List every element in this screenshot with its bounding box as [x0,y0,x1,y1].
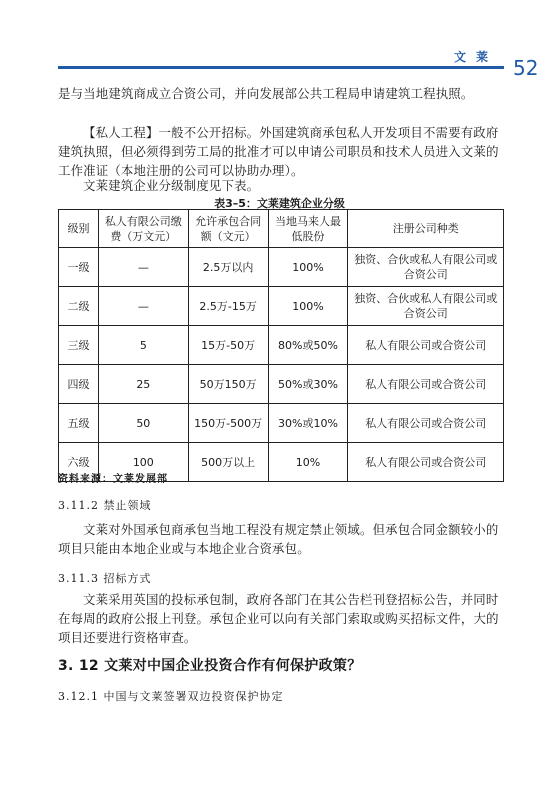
grade-table [58,209,504,482]
header-contract-amount: 允许承包合同额（文元） [188,210,268,248]
table-cell: 50%或30% [268,365,348,404]
table-row [59,404,504,443]
table-header-row [59,210,504,248]
subsection-heading-bit: 3.12.1 中国与文莱签署双边投资保护协定 [58,690,284,703]
header-grade: 级别 [59,210,99,248]
header-fee: 私人有限公司缴费（万文元） [98,210,188,248]
table-cell: 80%或50% [268,326,348,365]
table-row [59,326,504,365]
table-cell: 一级 [59,248,99,287]
table-cell: 50万150万 [188,365,268,404]
table-cell: — [98,287,188,326]
table-cell: 2.5万-15万 [188,287,268,326]
paragraph-private-projects: 【私人工程】一般不公开招标。外国建筑商承包私人开发项目不需要有政府建筑执照，但必须得到劳工局的批准才可以申请公司职员和技术人员进入文莱的工作准证（本地注册的公司可以协助办理）。 [58,125,499,178]
table-cell: 100% [268,248,348,287]
table-cell: 独资、合伙或私人有限公司或合资公司 [348,248,504,287]
table-row [59,287,504,326]
page-number: 52 [513,56,539,80]
table-cell: 私人有限公司或合资公司 [348,443,504,482]
paragraph-prohibited-fields: 文莱对外国承包商承包当地工程没有规定禁止领域。但承包合同金额较小的项目只能由本地企业或与本地企业合资承包。 [58,522,499,556]
subsection-heading-prohibited: 3.11.2 禁止领域 [58,499,152,512]
header-country: 文莱 [454,50,499,64]
table-cell: 六级 [59,443,99,482]
table-cell: 500万以上 [188,443,268,482]
table-cell: 25 [98,365,188,404]
table-cell: 四级 [59,365,99,404]
table-title: 表3–5：文莱建筑企业分级 [214,197,345,210]
paragraph-table-intro: 文莱建筑企业分级制度见下表。 [83,178,260,193]
table-row [59,248,504,287]
table-cell: 私人有限公司或合资公司 [348,326,504,365]
table-cell: 独资、合伙或私人有限公司或合资公司 [348,287,504,326]
table-cell: 私人有限公司或合资公司 [348,365,504,404]
subsection-heading-bidding: 3.11.3 招标方式 [58,572,152,585]
header-company-type: 注册公司种类 [348,210,504,248]
table-cell: 私人有限公司或合资公司 [348,404,504,443]
table-cell: 100% [268,287,348,326]
table-cell: 二级 [59,287,99,326]
paragraph-bidding: 文莱采用英国的投标承包制，政府各部门在其公告栏刊登招标公告，并同时在每周的政府公报上刊登。承包企业可以向有关部门索取或购买招标文件，大的项目还要进行资格审查。 [58,592,499,645]
table-cell: 5 [98,326,188,365]
table-cell: 150万-500万 [188,404,268,443]
paragraph-permit: 是与当地建筑商成立合资公司，并向发展部公共工程局申请建筑工程执照。 [58,86,474,101]
table-cell: — [98,248,188,287]
table-cell: 10% [268,443,348,482]
table-source-note: 资料来源：文莱发展部 [58,474,168,485]
table-cell: 50 [98,404,188,443]
table-row [59,365,504,404]
table-cell: 2.5万以内 [188,248,268,287]
table-cell: 三级 [59,326,99,365]
header-rule [58,66,504,69]
table-cell: 五级 [59,404,99,443]
section-heading: 3. 12 文莱对中国企业投资合作有何保护政策？ [58,658,362,674]
page-header [0,0,559,80]
header-malay-share: 当地马来人最低股份 [268,210,348,248]
table-cell: 15万-50万 [188,326,268,365]
table-cell: 100 [98,443,188,482]
table-cell: 30%或10% [268,404,348,443]
